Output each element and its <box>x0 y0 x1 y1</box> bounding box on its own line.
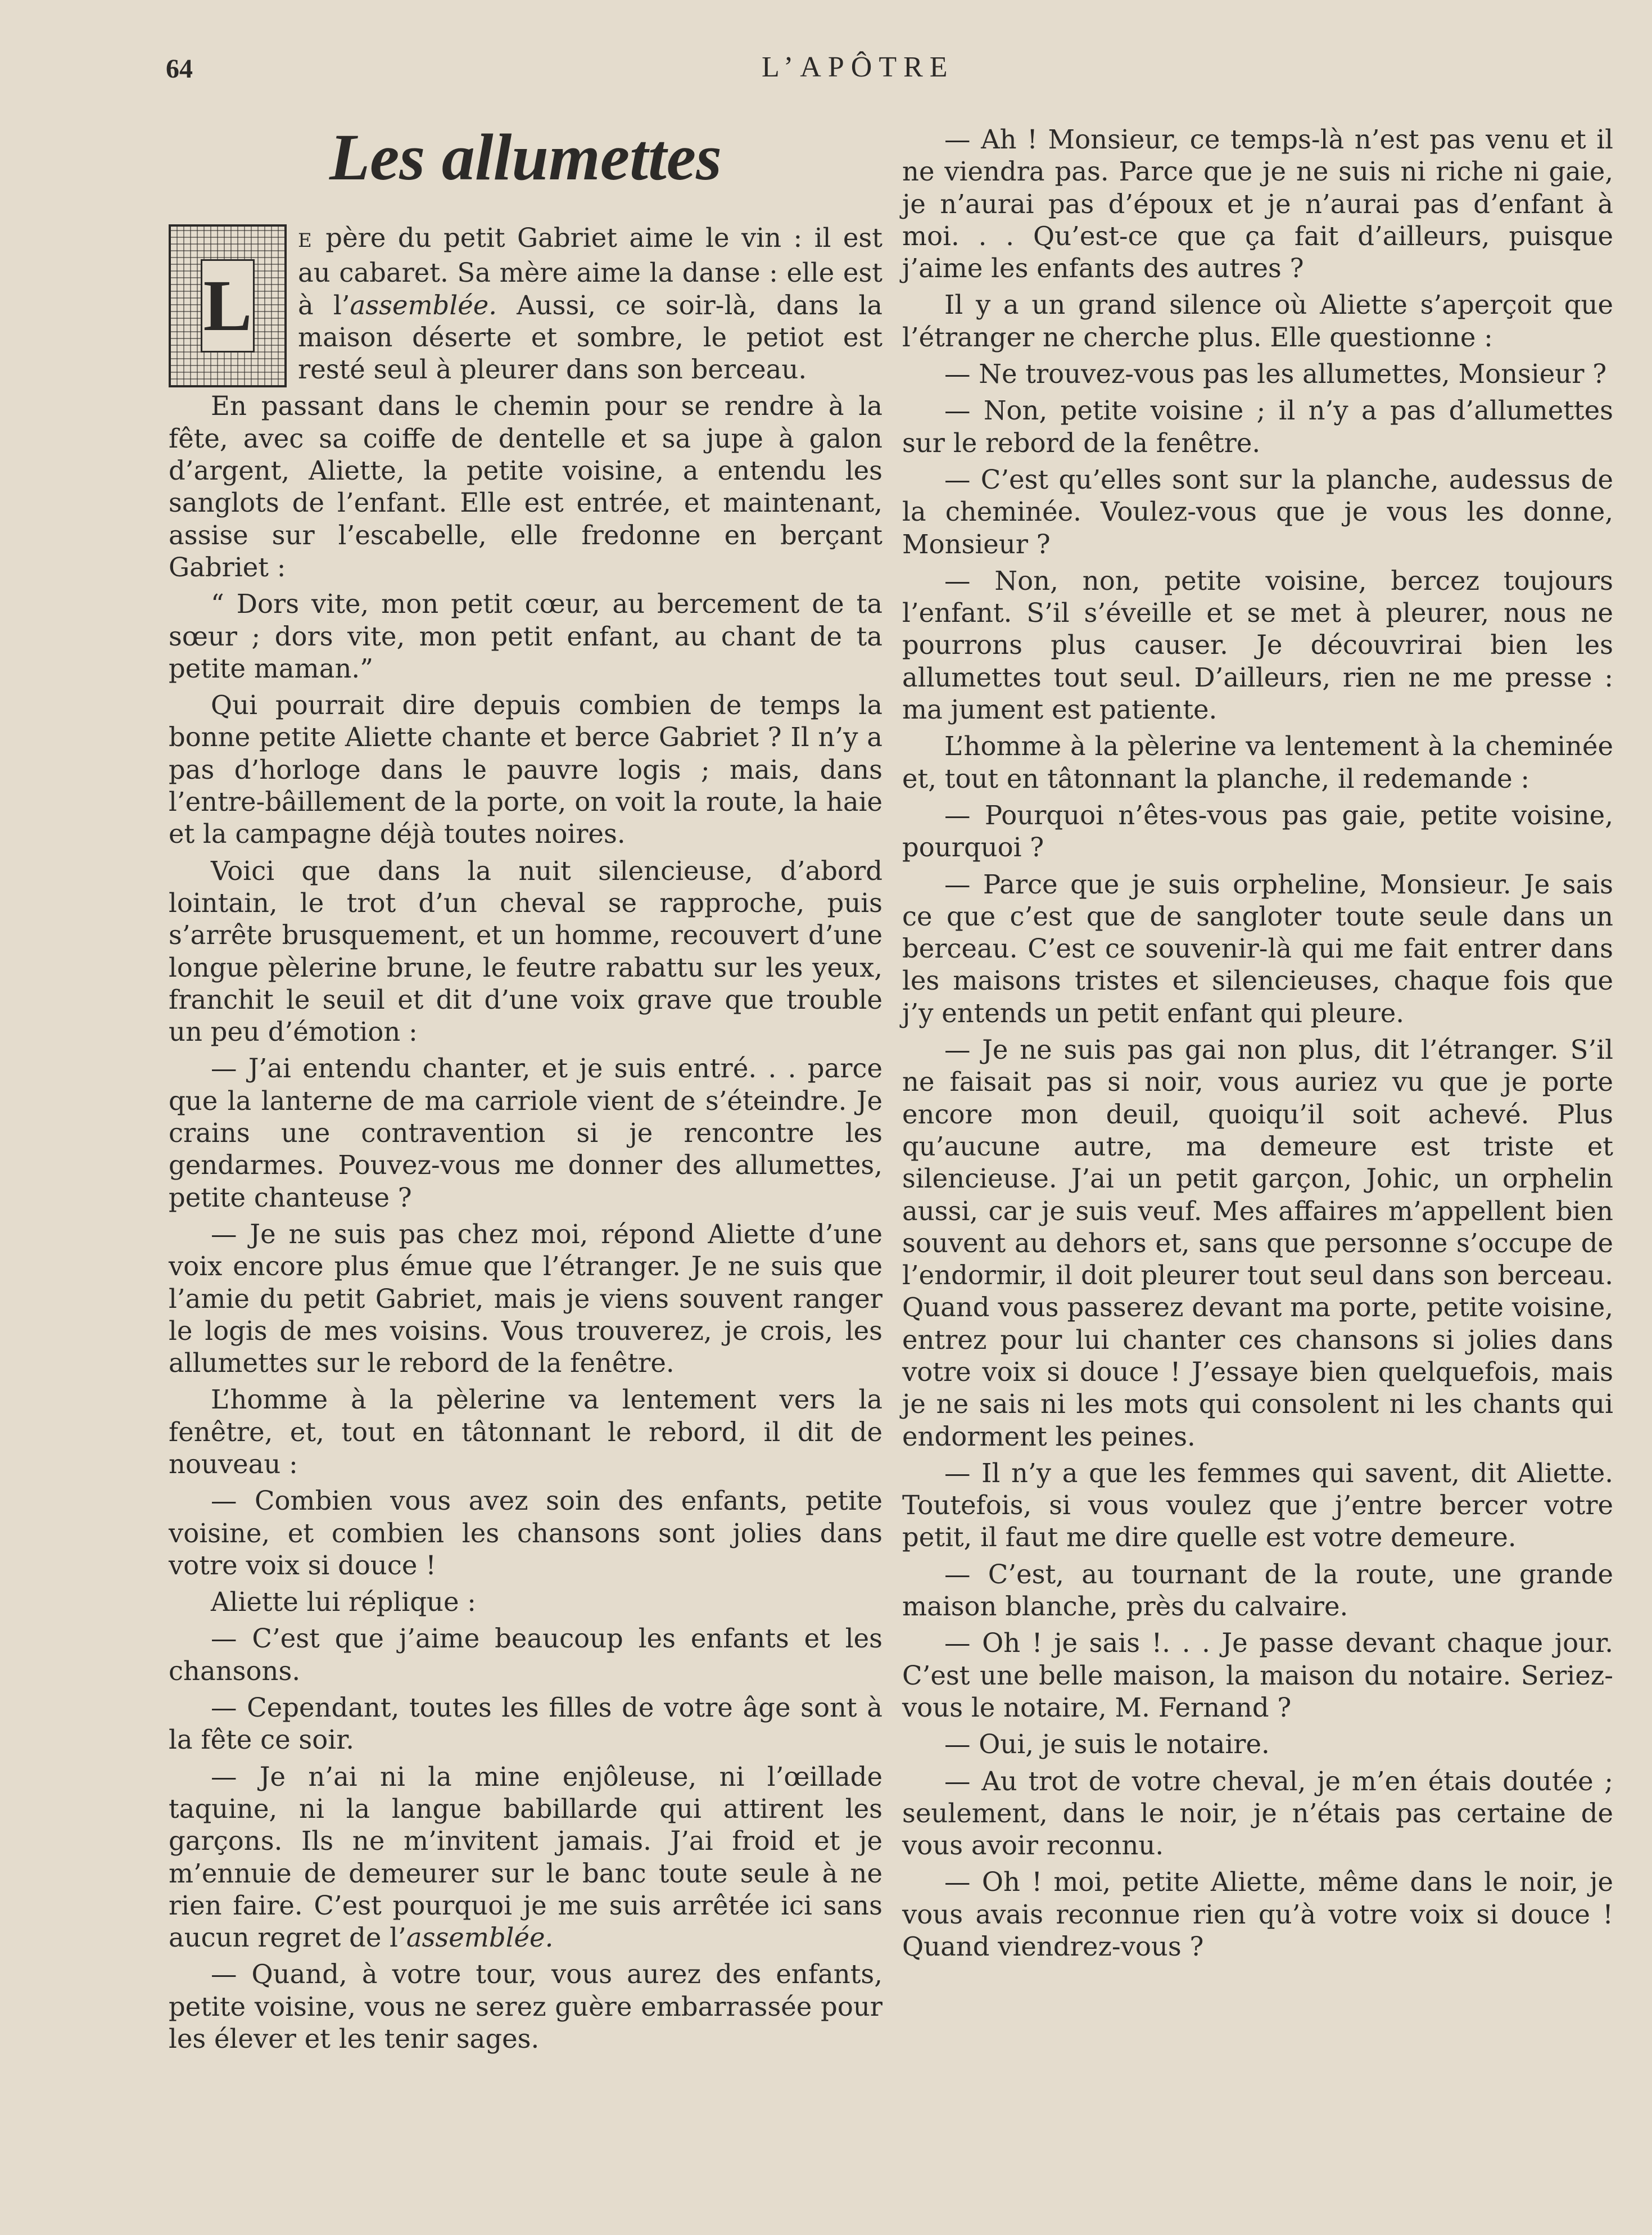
running-title: L’APÔTRE <box>762 51 954 83</box>
article-title: Les allumettes <box>329 120 722 194</box>
right-paragraph: — C’est, au tournant de la route, une grande maison blanche, près du calvaire. <box>902 1559 1613 1622</box>
left-paragraph: L’homme à la pèlerine va lentement vers la fenêtre, et, tout en tâtonnant le rebord, il dit de nouveau : <box>169 1384 882 1479</box>
right-paragraph: — Je ne suis pas gai non plus, dit l’étranger. S’il ne faisait pas si noir, vous auriez vu que je porte encore mon deuil, quoiqu’il soit achevé. Plus qu’aucune autre, ma demeure est triste et silencieuse. J’ai un petit garçon, Johic, un orphelin aussi, car je suis veuf. Mes affaires m’appellent bien souvent au dehors et, sans que personne s’occupe de l’endormir, il doit pleurer tout seul dans son berceau. Quand vous passerez devant ma porte, petite voisine, entrez pour lui chanter ces chansons si jolies dans votre voix si douce ! J’essaye bien quelquefois, mais je ne sais ni les mots qui consolent ni les chants qui endorment les peines. <box>902 1035 1613 1452</box>
italic-word: assemblée. <box>406 1922 554 1953</box>
right-paragraph: — Il n’y a que les femmes qui savent, dit Aliette. Toutefois, si vous voulez que j’entre bercer votre petit, il faut me dire quelle est votre demeure. <box>902 1457 1613 1553</box>
left-paragraph: — Quand, à votre tour, vous aurez des enfants, petite voisine, vous ne serez guère embarrassée pour les élever et les tenir sages. <box>169 1959 882 2055</box>
left-paragraph: — J’ai entendu chanter, et je suis entré. . . parce que la lanterne de ma carriole vient de s’éteindre. Je crains une contravention si je rencontre les gendarmes. Pouvez-vous me donner des allumettes, petite chanteuse ? <box>169 1053 882 1213</box>
left-column-body <box>169 222 882 2055</box>
left-paragraph: L E père du petit Gabriet aime le vin : il est au cabaret. Sa mère aime la danse : elle est à l’assemblée. Aussi, ce soir-là, dans la maison déserte et sombre, le petiot est resté seul à pleurer dans son berceau. <box>169 222 882 386</box>
right-paragraph: — Oh ! je sais !. . . Je passe devant chaque jour. C’est une belle maison, la maison du notaire. Seriez-vous le notaire, M. Fernand ? <box>902 1628 1613 1723</box>
right-paragraph: L’homme à la pèlerine va lentement à la cheminée et, tout en tâtonnant la planche, il redemande : <box>902 731 1613 794</box>
left-paragraph: “ Dors vite, mon petit cœur, au bercement de ta sœur ; dors vite, mon petit enfant, au chant de ta petite maman.” <box>169 589 882 684</box>
left-paragraph: Voici que dans la nuit silencieuse, d’abord lointain, le trot d’un cheval se rapproche, puis s’arrête brusquement, et un homme, recouvert d’une longue pèlerine brune, le feutre rabattu sur les yeux, franchit le seuil et dit d’une voix grave que trouble un peu d’émotion : <box>169 855 882 1047</box>
italic-word: assemblée. <box>350 290 497 320</box>
dropcap-letter: L <box>201 259 255 353</box>
right-paragraph: — Oui, je suis le notaire. <box>944 1729 1270 1760</box>
right-paragraph: — Parce que je suis orpheline, Monsieur. Je sais ce que c’est que de sangloter toute seule dans un berceau. C’est ce souvenir-là qui me fait entrer dans les maisons tristes et silencieuses, chaque fois que j’y entends un petit enfant qui pleure. <box>902 869 1613 1028</box>
left-paragraph: — Je ne suis pas chez moi, répond Aliette d’une voix encore plus émue que l’étranger. Je ne suis que l’amie du petit Gabriet, mais je viens souvent ranger le logis de mes voisins. Vous trouverez, je crois, les allumettes sur le rebord de la fenêtre. <box>169 1218 882 1379</box>
left-paragraph: Aliette lui réplique : <box>211 1587 476 1618</box>
right-paragraph: — Au trot de votre cheval, je m’en étais doutée ; seulement, dans le noir, je n’étais pas certaine de vous avoir reconnu. <box>902 1766 1613 1861</box>
right-paragraph: — Non, petite voisine ; il n’y a pas d’allumettes sur le rebord de la fenêtre. <box>902 395 1613 458</box>
left-paragraph: — Je n’ai ni la mine enjôleuse, ni l’œillade taquine, ni la langue babillarde qui attirent les garçons. Ils ne m’invitent jamais. J’ai froid et je m’ennuie de demeurer sur le banc toute seule à ne rien faire. C’est pourquoi je me suis arrêtée ici sans aucun regret de l’assemblée. <box>169 1761 882 1953</box>
left-column <box>169 115 882 2055</box>
ornamental-dropcap <box>169 224 287 387</box>
right-paragraph: — Pourquoi n’êtes-vous pas gaie, petite voisine, pourquoi ? <box>902 800 1613 863</box>
right-paragraph: — Non, non, petite voisine, bercez toujours l’enfant. S’il s’éveille et se met à pleurer, nous ne pourrons plus causer. Je découvrirai bien les allumettes tout seul. D’ailleurs, rien ne me presse : ma jument est patiente. <box>902 565 1613 725</box>
left-paragraph: — Combien vous avez soin des enfants, petite voisine, et combien les chansons sont jolies dans votre voix si douce ! <box>169 1486 882 1581</box>
right-column <box>902 124 1613 1963</box>
right-paragraph: — Oh ! moi, petite Aliette, même dans le noir, je vous avais reconnue rien qu’à votre voix si douce ! Quand viendrez-vous ? <box>902 1867 1613 1962</box>
right-paragraph: — C’est qu’elles sont sur la planche, audessus de la cheminée. Voulez-vous que je vous les donne, Monsieur ? <box>902 464 1613 559</box>
right-paragraph: — Ne trouvez-vous pas les allumettes, Monsieur ? <box>944 359 1607 390</box>
first-word-smallcap: E <box>298 229 314 252</box>
page-number: 64 <box>166 54 193 84</box>
left-paragraph: Qui pourrait dire depuis combien de temps la bonne petite Aliette chante et berce Gabriet ? Il n’y a pas d’horloge dans le pauvre logis ; mais, dans l’entre-bâillement de la porte, on voit la route, la haie et la campagne déjà toutes noires. <box>169 690 882 850</box>
left-paragraph: En passant dans le chemin pour se rendre à la fête, avec sa coiffe de dentelle et sa jupe à galon d’argent, Aliette, la petite voisine, a entendu les sanglots de l’enfant. Elle est entrée, et maintenant, assise sur l’escabelle, elle fredonne en berçant Gabriet : <box>169 391 882 583</box>
right-paragraph: Il y a un grand silence où Aliette s’aperçoit que l’étranger ne cherche plus. Elle questionne : <box>902 290 1613 353</box>
left-paragraph: — C’est que j’aime beaucoup les enfants et les chansons. <box>169 1623 882 1686</box>
right-column-body <box>902 124 1613 1963</box>
left-paragraph: — Cependant, toutes les filles de votre âge sont à la fête ce soir. <box>169 1692 882 1755</box>
right-paragraph: — Ah ! Monsieur, ce temps-là n’est pas venu et il ne viendra pas. Parce que je ne suis ni riche ni gaie, je n’aurai pas d’époux et je n’aurai pas d’enfant à moi. . . Qu’est-ce que ça fait d’ailleurs, puisque j’aime les enfants des autres ? <box>902 124 1613 284</box>
